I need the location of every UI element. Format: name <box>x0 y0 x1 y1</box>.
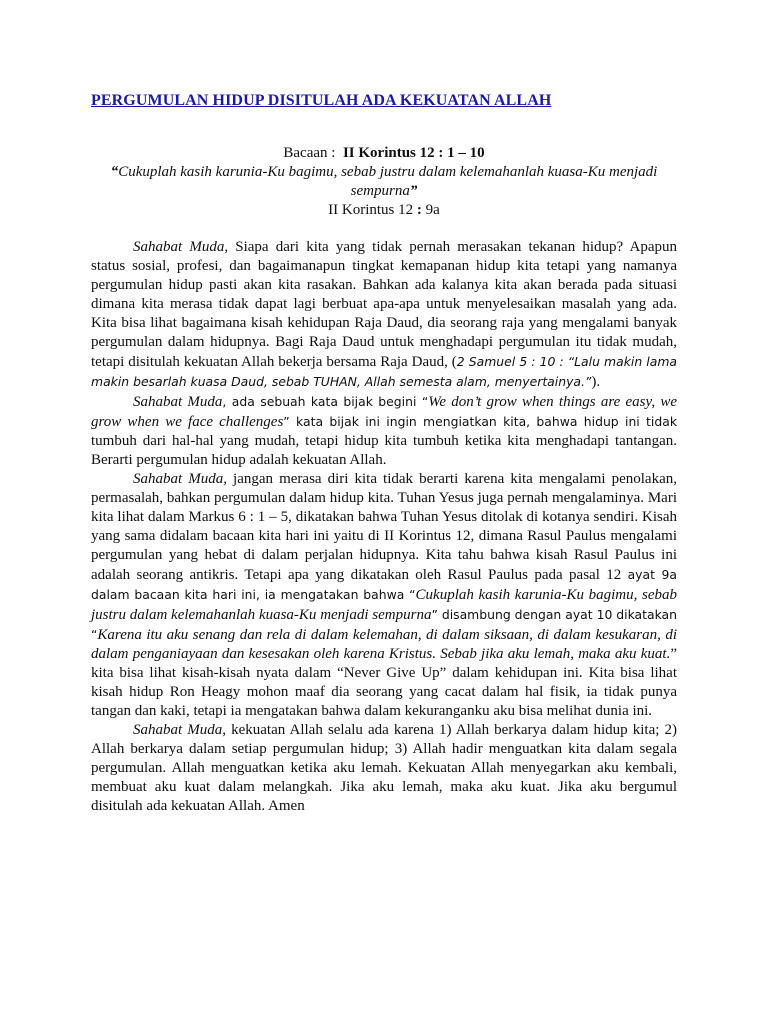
verse-10-quote: Karena itu aku senang dan rela di dalam kelemahan, di dalam siksaan, di dalam kesukaran, di dalam penganiayaan dan kesesakan oleh karena Kristus. Sebab jika aku lemah, maka aku kuat. <box>91 627 677 662</box>
paragraph-2-end: tumbuh dari hal-hal yang mudah, tetapi hidup kita tumbuh ketika kita menghadapi tantangan. Berarti pergumulan hidup adalah kekuatan Allah. <box>91 433 677 468</box>
scripture-citation: 2 Samuel 5 : 10 : “Lalu makin lama makin besarlah kuasa Daud, sebab TUHAN, Allah semesta alam, menyertainya.” <box>91 354 677 389</box>
body-text <box>91 238 677 816</box>
verse-open-quote: “ <box>110 164 119 180</box>
greeting: Sahabat Muda <box>133 722 223 738</box>
document-title: PERGUMULAN HIDUP DISITULAH ADA KEKUATAN ALLAH <box>91 92 552 109</box>
paragraph-3-sans-text-2: ” disambung dengan ayat 10 dikatakan “ <box>91 607 677 642</box>
paragraph-2 <box>91 392 677 470</box>
paragraph-1-end: ). <box>591 374 601 390</box>
reading-label: Bacaan : <box>283 145 336 161</box>
paragraph-2-text: , ada sebuah kata bijak begini “ <box>222 394 429 409</box>
reading-reference: II Korintus 12 : 1 – 10 <box>342 145 485 161</box>
verse-ref-colon: : <box>413 202 426 218</box>
greeting: Sahabat Muda <box>133 394 223 410</box>
verse-quote-inline: Cukuplah kasih karunia-Ku bagimu, sebab justru dalam kelemahanlah kuasa-Ku menjadi sempurna <box>91 587 677 623</box>
verse-text: Cukuplah kasih karunia-Ku bagimu, sebab justru dalam kelemahanlah kuasa-Ku menjadi sempurna <box>118 164 658 199</box>
greeting: Sahabat Muda <box>133 471 224 487</box>
verse-ref-book: II Korintus 12 <box>328 202 414 218</box>
paragraph-3-text: , jangan merasa diri kita tidak berarti karena kita mengalami penolakan, permasalah, bahkan pergumulan dalam hidup kita. Tuhan Yesus juga pernah mengalaminya. Mari kita lihat dalam Markus 6 : 1 – 5, dikatakan bahwa Tuhan Yesus ditolak di kotanya sendiri. Kisah yang sama didalam bacaan kita hari ini yaitu di II Korintus 12, dimana Rasul Paulus mengalami pergumulan yang hebat di dalam perjalan hidupnya. Kita tahu bahwa kisah Rasul Paulus ini adalah seorang antikris. Tetapi apa yang dikatakan oleh Rasul Paulus pada pasal 12 <box>91 471 677 583</box>
verse-ref-number: 9a <box>425 202 440 218</box>
paragraph-1-text: , Siapa dari kita yang tidak pernah merasakan tekanan hidup? Apapun status sosial, profesi, dan bagaimanapun tingkat kemapanan hidup kita tetapi yang namanya pergumulan hidup pasti akan kita rasakan. Bahkan ada kalanya kita akan berada pada situasi dimana kita merasa tidak dapat lagi berbuat apa-apa untuk menyelesaikan masalah yang ada. Kita bisa lihat bagaimana kisah kehidupan Raja Daud, dia seorang raja yang mengalami banyak pergumulan dalam hidupnya. Bagi Raja Daud untuk menghadapi pergumulan itu tidak mudah, tetapi disitulah kekuatan Allah bekerja bersama Raja Daud, ( <box>91 239 677 370</box>
paragraph-3-sans-text: ayat 9a dalam bacaan kita hari ini, ia mengatakan bahwa “ <box>91 567 677 602</box>
greeting: Sahabat Muda <box>133 239 225 255</box>
paragraph-3-end: ” kita bisa lihat kisah-kisah nyata dalam “Never Give Up” dalam kehidupan ini. Kita bisa lihat kisah hidup Ron Heagy mohon maaf dia seorang yang cacat dalam hal fisik, ia tidak punya tangan dan kaki, tetapi ia mengatakan bahwa dalam kekuranganku aku bisa melihat dunia ini. <box>91 646 677 719</box>
paragraph-4-text: , kekuatan Allah selalu ada karena 1) Allah berkarya dalam hidup kita; 2) Allah berkarya dalam setiap pergumulan hidup; 3) Allah hadir menguatkan kita dalam segala pergumulan. Allah menguatkan ketika aku lemah. Kekuatan Allah menyegarkan aku kembali, membuat aku kuat dalam melangkah. Jika aku lemah, maka aku kuat. Jika aku bergumul disitulah ada kekuatan Allah. Amen <box>91 722 677 814</box>
paragraph-3 <box>91 470 677 721</box>
wise-quote: We don’t grow when things are easy, we grow when we face challenges <box>91 394 677 430</box>
reading-line <box>91 144 677 163</box>
verse-close-quote: ” <box>409 183 418 199</box>
key-verse <box>91 163 677 201</box>
paragraph-1 <box>91 238 677 392</box>
paragraph-2-text-cont: ” kata bijak ini ingin mengiatkan kita, bahwa hidup ini tidak <box>283 414 677 429</box>
paragraph-4 <box>91 721 677 816</box>
verse-reference <box>91 201 677 220</box>
